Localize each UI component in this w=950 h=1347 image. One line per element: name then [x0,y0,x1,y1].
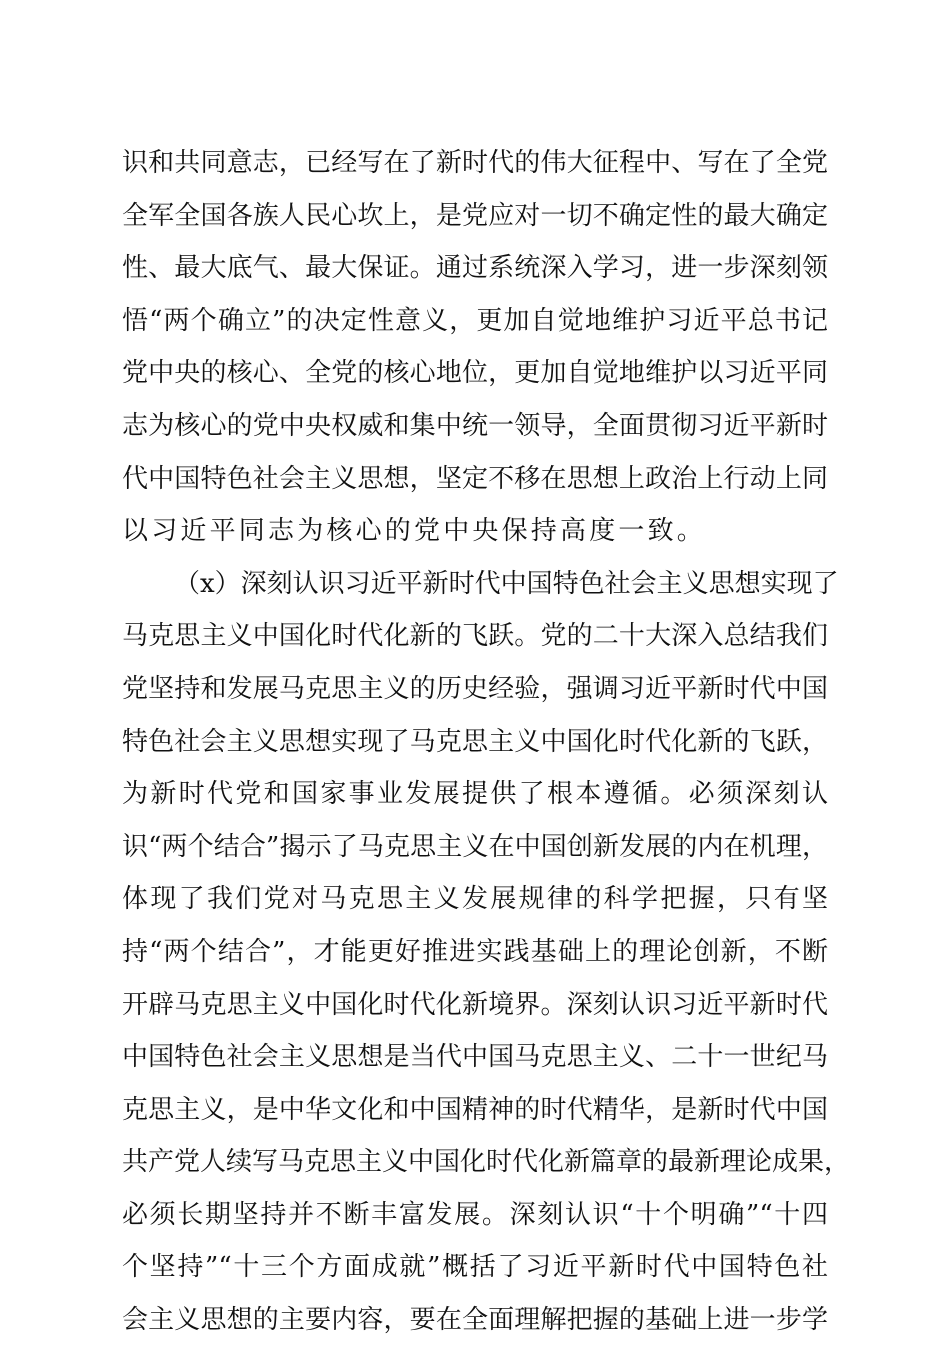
text-line: 必须长期坚持并不断丰富发展。深刻认识“十个明确”“十四 [122,1199,828,1230]
paragraph-2 [122,558,851,1347]
text-line: 以习近平同志为核心的党中央保持高度一致。 [122,516,707,547]
text-line: 全军全国各族人民心坎上，是党应对一切不确定性的最大确定 [122,200,828,231]
text-line: 代中国特色社会主义思想，坚定不移在思想上政治上行动上同 [122,463,828,494]
text-line: 开辟马克思主义中国化时代化新境界。深刻认识习近平新时代 [122,989,828,1020]
paragraph-1 [122,137,828,558]
document-body [122,137,851,1347]
text-line: 识和共同意志，已经写在了新时代的伟大征程中、写在了全党 [122,148,828,178]
text-line: 悟“两个确立”的决定性意义，更加自觉地维护习近平总书记 [122,305,828,336]
text-line: 共产党人续写马克思主义中国化时代化新篇章的最新理论成果， [122,1147,851,1178]
text-line: 识“两个结合”揭示了马克思主义在中国创新发展的内在机理， [122,831,828,862]
text-line: 为新时代党和国家事业发展提供了根本遵循。必须深刻认 [122,779,828,810]
text-line: 会主义思想的主要内容，要在全面理解把握的基础上进一步学 [122,1305,828,1336]
text-line: 特色社会主义思想实现了马克思主义中国化时代化新的飞跃， [122,726,828,757]
text-line: 性、最大底气、最大保证。通过系统深入学习，进一步深刻领 [122,253,828,284]
text-line: 个坚持”“十三个方面成就”概括了习近平新时代中国特色社 [122,1252,828,1283]
text-line: 党中央的核心、全党的核心地位，更加自觉地维护以习近平同 [122,358,828,389]
text-line: 中国特色社会主义思想是当代中国马克思主义、二十一世纪马 [122,1042,828,1073]
text-line: （x）深刻认识习近平新时代中国特色社会主义思想实现了 [174,568,839,599]
text-line: 体现了我们党对马克思主义发展规律的科学把握，只有坚 [122,884,828,915]
text-line: 克思主义，是中华文化和中国精神的时代精华，是新时代中国 [122,1094,828,1125]
text-line: 马克思主义中国化时代化新的飞跃。党的二十大深入总结我们 [122,621,828,652]
text-line: 党坚持和发展马克思主义的历史经验，强调习近平新时代中国 [122,673,828,704]
text-line: 持“两个结合”，才能更好推进实践基础上的理论创新，不断 [122,936,828,967]
text-line: 志为核心的党中央权威和集中统一领导，全面贯彻习近平新时 [122,410,828,441]
